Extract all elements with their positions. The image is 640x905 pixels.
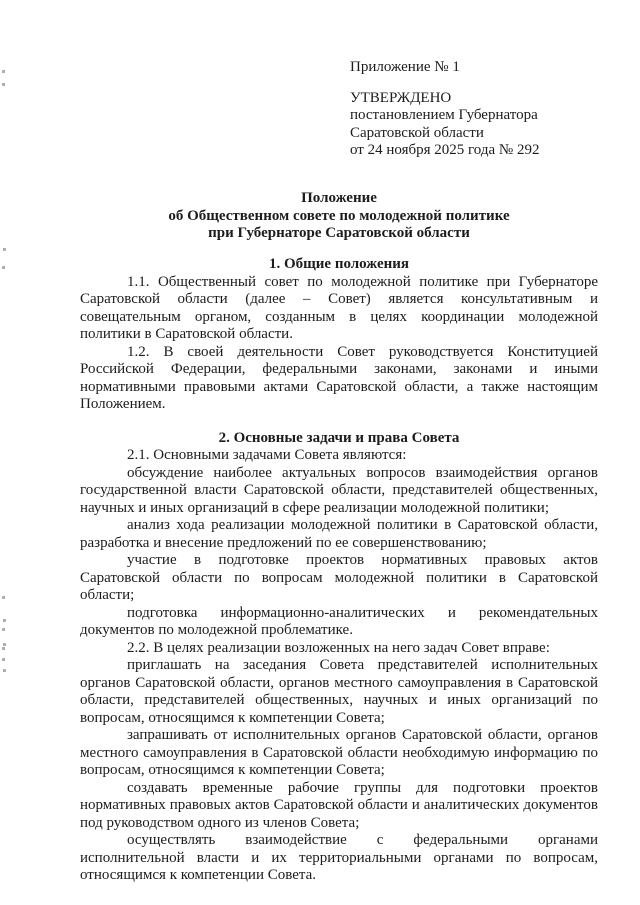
right-item: создавать временные рабочие группы для подготовки проектов нормативных правовых актов Саратовской области и аналитических документов под руководством одного из членов Совета;: [80, 779, 598, 831]
annex-number-line: Приложение № 1: [350, 59, 460, 75]
clause-2-1: 2.1. Основными задачами Совета являются:: [127, 447, 407, 463]
scan-speck: [2, 70, 5, 73]
approved-stamp-word: УТВЕРЖДЕНО: [350, 89, 452, 106]
scan-speck: [3, 669, 6, 672]
task-item: анализ хода реализации молодежной политики в Саратовской области, разработка и внесение предложений по ее совершенствованию;: [80, 517, 598, 551]
title-line: Положение: [301, 190, 377, 206]
document-body: [80, 256, 598, 885]
scan-speck: [2, 83, 5, 86]
scan-speck: [2, 658, 5, 661]
approval-line: постановлением Губернатора: [350, 107, 538, 123]
task-item: участие в подготовке проектов нормативных правовых актов Саратовской области по вопросам молодежной политики в Саратовской области;: [80, 552, 598, 603]
scan-speck: [3, 619, 6, 622]
right-item: осуществлять взаимодействие с федеральными органами исполнительной власти и их территориальными органами по вопросам, относящимся к компетенции Совета.: [80, 832, 598, 883]
approval-block: [350, 59, 539, 160]
right-item: запрашивать от исполнительных органов Саратовской области, органов местного самоуправления в Саратовской области необходимую информацию по вопросам, относящимся к компетенции Совета;: [80, 727, 598, 778]
approval-line: от 24 ноября 2025 года № 292: [350, 142, 540, 158]
clause-1-1: 1.1. Общественный совет по молодежной политике при Губернаторе Саратовской области (далее – Совет) является консультативным и совещательным органом, созданным в целях координации молодежной политики в Саратовской области.: [80, 273, 598, 342]
scan-speck: [2, 596, 5, 599]
scan-speck: [3, 643, 6, 646]
clause-1-2: 1.2. В своей деятельности Совет руководствуется Конституцией Российской Федерации, федеральными законами, законами и иными нормативными правовыми актами Саратовской области, а также настоящим Положением.: [80, 343, 598, 412]
approval-line: Саратовской области: [350, 124, 484, 141]
title-line: об Общественном совете по молодежной политике: [168, 207, 510, 224]
task-item: обсуждение наиболее актуальных вопросов взаимодействия органов государственной власти Саратовской области, представителей общественных, научных и иных организаций в сфере реализации молодежной политики;: [80, 464, 598, 516]
scan-speck: [3, 248, 6, 251]
section-1-heading: 1. Общие положения: [268, 256, 410, 272]
scan-speck: [2, 647, 5, 650]
document-title: [80, 190, 598, 243]
scan-speck: [2, 266, 5, 269]
task-item: подготовка информационно-аналитических и рекомендательных документов по молодежной проблематике.: [80, 604, 598, 638]
right-item: приглашать на заседания Совета представителей исполнительных органов Саратовской области, органов местного самоуправления в Саратовской области, представителей общественных, научных и иных организаций по вопросам, относящимся к компетенции Совета;: [80, 657, 598, 726]
clause-2-2: 2.2. В целях реализации возложенных на него задач Совет вправе:: [127, 639, 550, 656]
title-line: при Губернаторе Саратовской области: [208, 225, 470, 241]
section-2-heading: 2. Основные задачи и права Совета: [218, 429, 460, 446]
scan-speck: [2, 628, 5, 631]
